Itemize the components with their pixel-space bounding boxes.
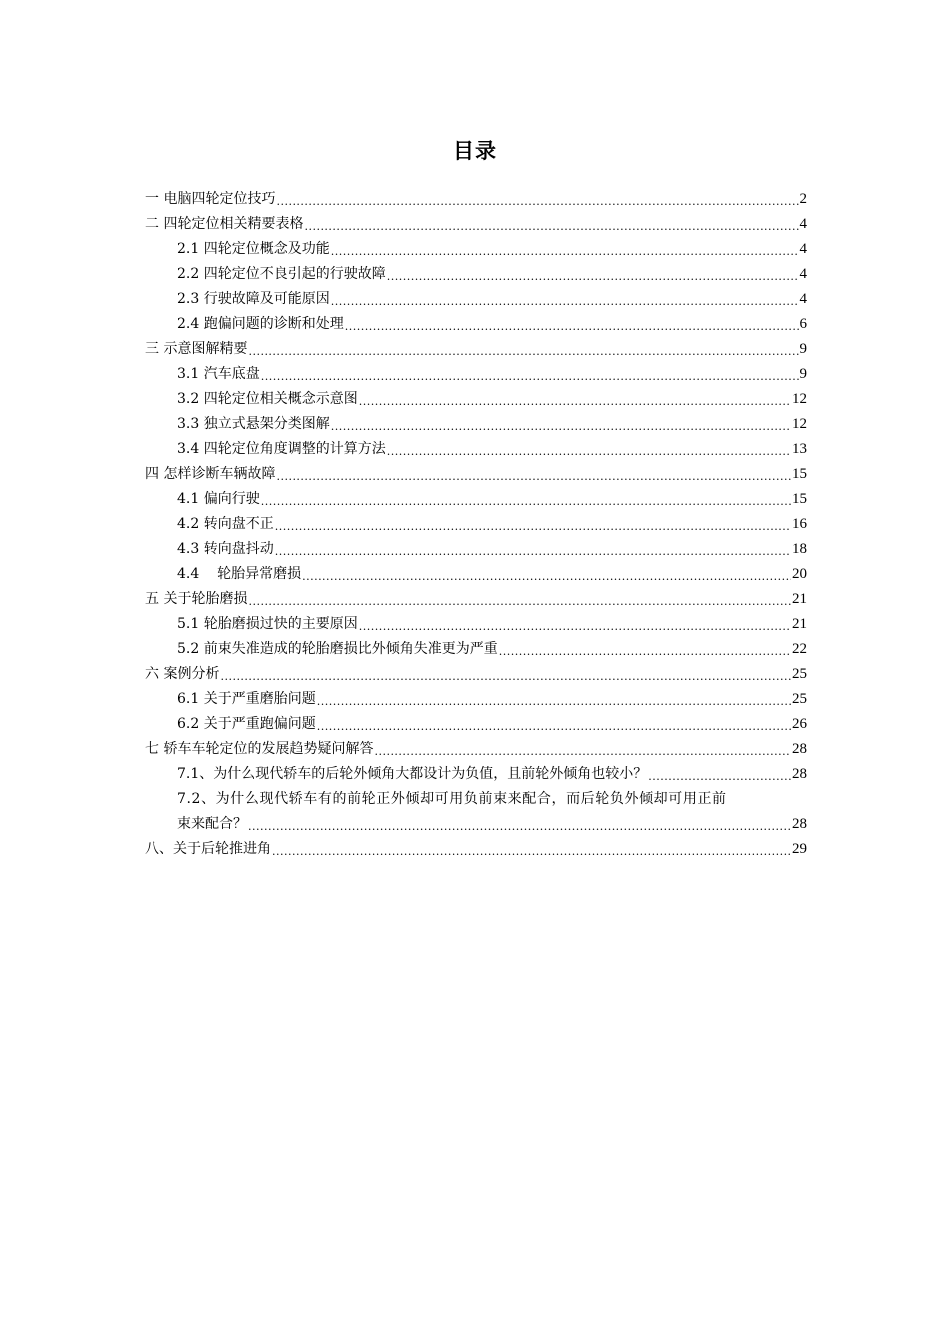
toc-entry-6-2[interactable] [145,712,807,737]
toc-leader-dots [276,466,791,487]
toc-entry-6[interactable] [145,662,807,687]
toc-leader-dots [374,741,791,762]
toc-leader-dots [304,216,798,237]
toc-leader-dots [261,491,791,512]
toc-entry-label: 2.4 跑偏问题的诊断和处理 [177,316,344,332]
toc-page-number: 25 [792,666,807,682]
toc-leader-dots [331,416,791,437]
toc-entry-label: 3.3 独立式悬架分类图解 [177,416,330,432]
toc-entry-label: 4.4 轮胎异常磨损 [177,566,302,582]
toc-entry-4[interactable] [145,462,807,487]
toc-entry-label: 2.2 四轮定位不良引起的行驶故障 [177,266,386,282]
toc-leader-dots [317,716,791,737]
toc-entry-label: 6.1 关于严重磨胎问题 [177,691,316,707]
toc-entry-label: 3.4 四轮定位角度调整的计算方法 [177,441,386,457]
toc-entry-label: 一 电脑四轮定位技巧 [145,191,276,207]
toc-entry-label: 4.1 偏向行驶 [177,491,260,507]
toc-page-number: 4 [799,291,807,307]
toc-leader-dots [248,341,798,362]
toc-leader-dots [272,841,791,862]
toc-page-number: 4 [799,241,807,257]
toc-entry-3-2[interactable] [145,387,807,412]
toc-entry-label: 3.2 四轮定位相关概念示意图 [177,391,358,407]
toc-entry-4-2[interactable] [145,512,807,537]
toc-entry-2-2[interactable] [145,262,807,287]
toc-page-number: 2 [799,191,807,207]
toc-leader-dots [276,191,798,212]
toc-leader-dots [275,516,791,537]
toc-leader-dots [331,291,799,312]
toc-entry-label-continued: 束来配合？ [177,816,247,832]
toc-entry-label: 7.2、为什么现代轿车有的前轮正外倾却可用负前束来配合，而后轮负外倾却可用正前 [177,791,727,807]
toc-page-number: 6 [799,316,807,332]
toc-entry-label: 2.1 四轮定位概念及功能 [177,241,330,257]
toc-leader-dots [248,591,791,612]
toc-page-number: 20 [792,566,807,582]
toc-leader-dots [331,241,799,262]
toc-page-number: 15 [792,466,807,482]
toc-entry-5-1[interactable] [145,612,807,637]
toc-entry-3-4[interactable] [145,437,807,462]
toc-entry-5-2[interactable] [145,637,807,662]
toc-page-number: 26 [792,716,807,732]
toc-entry-7[interactable] [145,737,807,762]
toc-leader-dots [220,666,791,687]
toc-page-number: 28 [792,816,807,832]
toc-entry-label: 6.2 关于严重跑偏问题 [177,716,316,732]
toc-entry-2[interactable] [145,212,807,237]
toc-leader-dots [345,316,799,337]
toc-entry-label: 七 轿车车轮定位的发展趋势疑问解答 [145,741,374,757]
toc-entry-4-1[interactable] [145,487,807,512]
toc-entry-4-4[interactable] [145,562,807,587]
toc-title: 目录 [453,139,497,163]
toc-entry-label: 5.2 前束失准造成的轮胎磨损比外倾角失准更为严重 [177,641,498,657]
toc-leader-dots [275,541,791,562]
toc-entry-3-3[interactable] [145,412,807,437]
toc-entry-label: 3.1 汽车底盘 [177,366,260,382]
toc-entry-label: 五 关于轮胎磨损 [145,591,248,607]
toc-entry-label: 六 案例分析 [145,666,220,682]
toc-page-number: 21 [792,591,807,607]
toc-entry-label: 5.1 轮胎磨损过快的主要原因 [177,616,358,632]
toc-leader-dots [261,366,799,387]
toc-page-number: 9 [799,366,807,382]
toc-page-number: 28 [792,741,807,757]
toc-leader-dots [317,691,791,712]
toc-entry-label: 四 怎样诊断车辆故障 [145,466,276,482]
toc-leader-dots [387,441,791,462]
toc-leader-dots [359,391,791,412]
toc-entry-label: 4.2 转向盘不正 [177,516,274,532]
toc-page-number: 28 [792,766,807,782]
toc-entry-label: 三 示意图解精要 [145,341,248,357]
toc-page-number: 12 [792,416,807,432]
toc-leader-dots [248,816,791,837]
toc-leader-dots [302,566,791,587]
toc-page-number: 4 [799,216,807,232]
toc-page-number: 21 [792,616,807,632]
toc-leader-dots [359,616,791,637]
toc-entry-8[interactable] [145,837,807,862]
table-of-contents [145,187,807,862]
toc-entry-6-1[interactable] [145,687,807,712]
toc-page-number: 29 [792,841,807,857]
toc-entry-3-1[interactable] [145,362,807,387]
toc-page-number: 13 [792,441,807,457]
toc-entry-label: 4.3 转向盘抖动 [177,541,274,557]
toc-entry-label: 二 四轮定位相关精要表格 [145,216,304,232]
toc-page-number: 4 [799,266,807,282]
toc-entry-4-3[interactable] [145,537,807,562]
toc-entry-label: 2.3 行驶故障及可能原因 [177,291,330,307]
toc-page-number: 9 [799,341,807,357]
toc-page-number: 16 [792,516,807,532]
toc-page-number: 15 [792,491,807,507]
toc-entry-2-1[interactable] [145,237,807,262]
toc-page-number: 25 [792,691,807,707]
toc-page-number: 18 [792,541,807,557]
toc-entry-label: 八、关于后轮推进角 [145,841,271,857]
toc-entry-1[interactable] [145,187,807,212]
toc-entry-label: 7.1、为什么现代轿车的后轮外倾角大都设计为负值，且前轮外倾角也较小？ [177,766,648,782]
toc-entry-7-2[interactable] [145,787,807,837]
toc-page-number: 22 [792,641,807,657]
toc-entry-continuation [177,812,807,837]
toc-entry-3[interactable] [145,337,807,362]
toc-leader-dots [648,766,791,787]
toc-leader-dots [499,641,791,662]
toc-leader-dots [387,266,799,287]
toc-entry-2-4[interactable] [145,312,807,337]
toc-page-number: 12 [792,391,807,407]
toc-entry-2-3[interactable] [145,287,807,312]
toc-entry-5[interactable] [145,587,807,612]
toc-entry-7-1[interactable] [145,762,807,787]
